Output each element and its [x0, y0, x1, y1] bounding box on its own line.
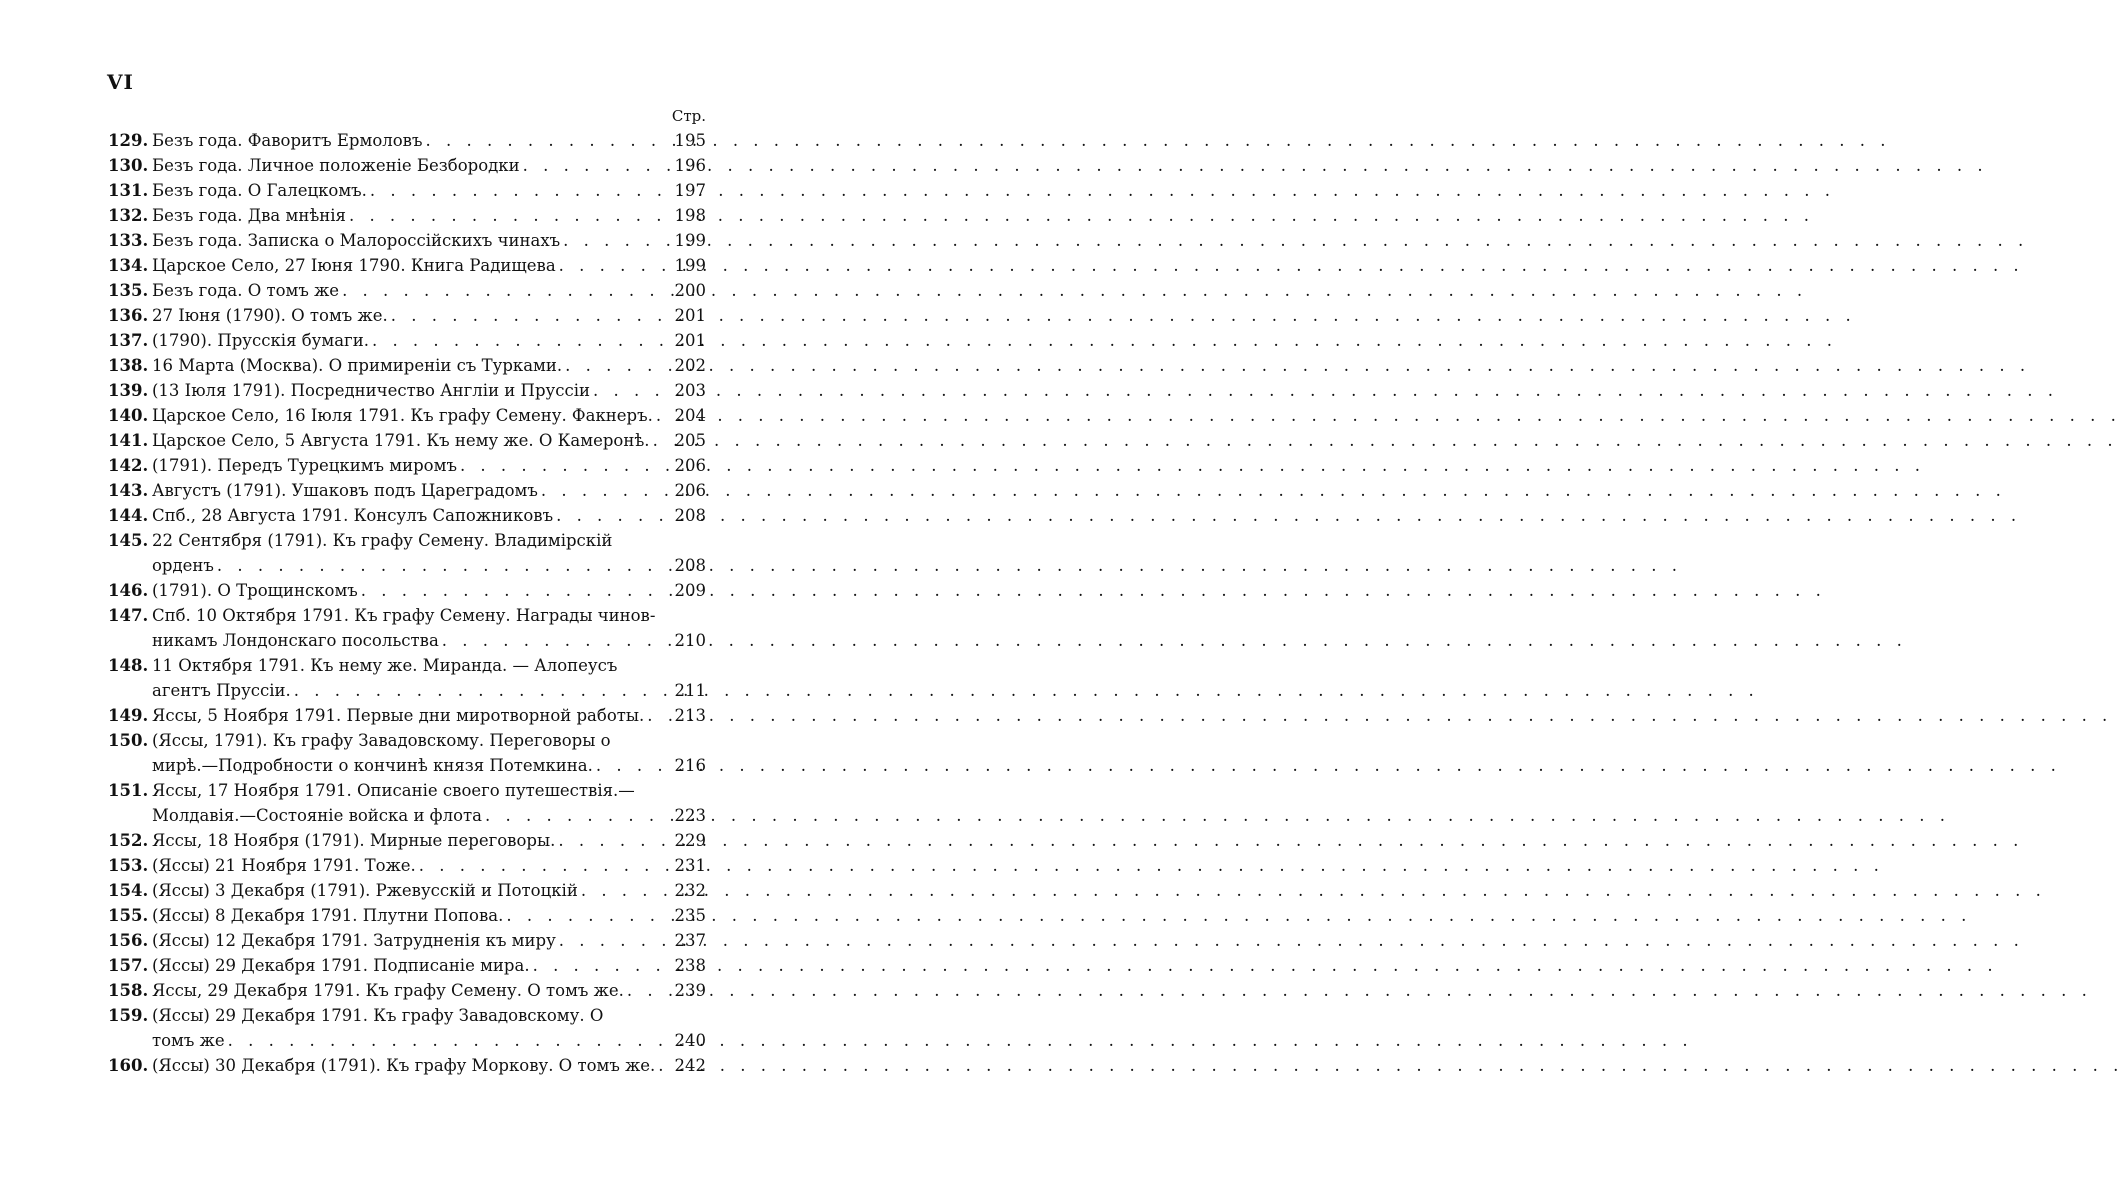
dot-leader: [556, 928, 675, 953]
entry-title: Спб., 28 Августа 1791. Консулъ Сапожниковъ: [152, 506, 554, 525]
entry-number: 129.: [108, 131, 149, 150]
toc-entry: [108, 1003, 706, 1053]
entry-number: 148.: [108, 656, 149, 675]
entry-line: [152, 953, 706, 978]
dot-leader: [553, 503, 674, 528]
entry-number: 139.: [108, 381, 149, 400]
entry-title: никамъ Лондонскаго посольства: [152, 631, 439, 650]
entry-body: [152, 378, 706, 403]
dot-leader: [367, 178, 675, 203]
entry-page-number: 211: [674, 681, 706, 700]
entry-line: [152, 678, 706, 703]
entry-title: (1791). Передъ Турецкимъ миромъ: [152, 456, 457, 475]
entry-line: [152, 178, 706, 203]
entry-line: [152, 628, 706, 653]
entry-body: [152, 353, 706, 378]
entry-body: [152, 928, 706, 953]
entry-line: [152, 653, 706, 678]
toc-entry: [108, 853, 706, 878]
entry-line: [152, 753, 706, 778]
dot-leader: [644, 703, 674, 728]
entry-body: [152, 978, 706, 1003]
toc-entry: [108, 178, 706, 203]
entry-line: [152, 153, 706, 178]
entry-body: [152, 853, 706, 878]
dot-leader: [388, 303, 675, 328]
entry-page-number: 198: [674, 206, 706, 225]
entry-title: (Яссы, 1791). Къ графу Завадовскому. Переговоры о: [152, 731, 611, 750]
entry-page-number: 199: [674, 231, 706, 250]
entry-line: [152, 253, 706, 278]
entry-title: 22 Сентября (1791). Къ графу Семену. Владимірскій: [152, 531, 613, 550]
dot-leader: [562, 353, 674, 378]
entry-title: (Яссы) 3 Декабря (1791). Ржевусскій и Потоцкій: [152, 881, 578, 900]
entry-title: томъ же: [152, 1031, 225, 1050]
toc-entry: [108, 928, 706, 953]
entry-page-number: 206: [674, 481, 706, 500]
entry-number: 156.: [108, 931, 149, 950]
entry-title: (Яссы) 29 Декабря 1791. Подписаніе мира.: [152, 956, 530, 975]
entry-page-number: 203: [674, 381, 706, 400]
entry-body: [152, 203, 706, 228]
entry-line: [152, 553, 706, 578]
entry-title: орденъ: [152, 556, 214, 575]
entry-number: 158.: [108, 981, 149, 1000]
entry-title: Безъ года. О томъ же: [152, 281, 340, 300]
entry-body: [152, 403, 706, 428]
dot-leader: [520, 153, 675, 178]
entry-body: [152, 528, 706, 578]
toc-entry: [108, 403, 706, 428]
toc-entry: [108, 653, 706, 703]
toc-entry: [108, 778, 706, 828]
entry-body: [152, 703, 706, 728]
entry-title: (Яссы) 8 Декабря 1791. Плутни Попова.: [152, 906, 504, 925]
entry-page-number: 197: [674, 181, 706, 200]
entry-body: [152, 578, 706, 603]
dot-leader: [291, 678, 675, 703]
entry-line: [152, 603, 706, 628]
entry-body: [152, 878, 706, 903]
dot-leader: [503, 903, 674, 928]
entry-body: [152, 1003, 706, 1053]
entry-title: (13 Іюля 1791). Посредничество Англіи и Пруссіи: [152, 381, 590, 400]
entry-number: 152.: [108, 831, 149, 850]
entry-line: [152, 203, 706, 228]
entry-body: [152, 778, 706, 828]
entry-title: Безъ года. Записка о Малороссійскихъ чинахъ: [152, 231, 561, 250]
entry-line: [152, 353, 706, 378]
entry-page-number: 232: [674, 881, 706, 900]
entry-page-number: 201: [674, 331, 706, 350]
toc-entry: [108, 153, 706, 178]
entry-line: [152, 278, 706, 303]
entry-title: 27 Іюня (1790). О томъ же.: [152, 306, 388, 325]
dot-leader: [560, 228, 674, 253]
entry-line: [152, 328, 706, 353]
dot-leader: [358, 578, 675, 603]
entry-title: (Яссы) 29 Декабря 1791. Къ графу Завадовскому. О: [152, 1006, 604, 1025]
toc-entry: [108, 578, 706, 603]
entry-number: 138.: [108, 356, 149, 375]
entry-number: 135.: [108, 281, 149, 300]
entry-body: [152, 828, 706, 853]
entry-body: [152, 603, 706, 653]
entry-number: 147.: [108, 606, 149, 625]
entry-number: 140.: [108, 406, 149, 425]
entry-number: 151.: [108, 781, 149, 800]
entry-number: 133.: [108, 231, 149, 250]
entry-line: [152, 803, 706, 828]
entry-page-number: 208: [674, 506, 706, 525]
entry-page-number: 237: [674, 931, 706, 950]
entry-title: Безъ года. О Галецкомъ.: [152, 181, 367, 200]
entry-page-number: 229: [674, 831, 706, 850]
toc-entry: [108, 503, 706, 528]
entry-number: 136.: [108, 306, 149, 325]
entry-page-number: 209: [674, 581, 706, 600]
entry-body: [152, 153, 706, 178]
entry-line: [152, 303, 706, 328]
entry-page-number: 213: [674, 706, 706, 725]
entry-body: [152, 328, 706, 353]
dot-leader: [339, 278, 674, 303]
entry-line: [152, 1003, 706, 1028]
entry-line: [152, 1028, 706, 1053]
toc-entry: [108, 228, 706, 253]
entry-title: (1790). Прусскія бумаги.: [152, 331, 369, 350]
entry-line: [152, 503, 706, 528]
dot-leader: [482, 803, 675, 828]
entry-page-number: 206: [674, 456, 706, 475]
toc-entry: [108, 528, 706, 578]
entry-line: [152, 453, 706, 478]
toc-entry: [108, 303, 706, 328]
entry-body: [152, 503, 706, 528]
entry-line: [152, 728, 706, 753]
entry-body: [152, 953, 706, 978]
page-column-header: Стр.: [671, 107, 706, 125]
entry-title: 11 Октября 1791. Къ нему же. Миранда. — Алопеусъ: [152, 656, 618, 675]
entry-title: (Яссы) 12 Декабря 1791. Затрудненія къ миру: [152, 931, 556, 950]
entry-number: 141.: [108, 431, 149, 450]
dot-leader: [555, 828, 674, 853]
entry-body: [152, 228, 706, 253]
entry-title: (1791). О Трощинскомъ: [152, 581, 358, 600]
entry-line: [152, 403, 706, 428]
toc-entry: [108, 1053, 706, 1078]
toc-entry: [108, 728, 706, 778]
entry-line: [152, 128, 706, 153]
dot-leader: [593, 753, 675, 778]
dot-leader: [578, 878, 675, 903]
entry-title: Безъ года. Фаворитъ Ермоловъ: [152, 131, 423, 150]
toc-entry: [108, 603, 706, 653]
dot-leader: [556, 253, 675, 278]
dot-leader: [369, 328, 675, 353]
entry-line: [152, 928, 706, 953]
entry-line: [152, 903, 706, 928]
entry-body: [152, 428, 706, 453]
dot-leader: [624, 978, 675, 1003]
dot-leader: [650, 428, 675, 453]
entry-title: (Яссы) 21 Ноября 1791. Тоже.: [152, 856, 416, 875]
entry-body: [152, 303, 706, 328]
toc-entry: [108, 478, 706, 503]
toc-entry: [108, 878, 706, 903]
entry-page-number: 223: [674, 806, 706, 825]
toc-entry: [108, 278, 706, 303]
dot-leader: [439, 628, 675, 653]
dot-leader: [653, 403, 675, 428]
toc-entry: [108, 128, 706, 153]
entry-number: 142.: [108, 456, 149, 475]
entry-title: Спб. 10 Октября 1791. Къ графу Семену. Награды чинов-: [152, 606, 656, 625]
entry-title: Безъ года. Личное положеніе Безбородки: [152, 156, 520, 175]
toc-entry: [108, 978, 706, 1003]
entry-line: [152, 878, 706, 903]
dot-leader: [538, 478, 675, 503]
entry-line: [152, 978, 706, 1003]
dot-leader: [590, 378, 675, 403]
entry-page-number: 240: [674, 1031, 706, 1050]
entry-title: Безъ года. Два мнѣнія: [152, 206, 346, 225]
entry-line: [152, 228, 706, 253]
entry-page-number: 196: [674, 156, 706, 175]
entry-page-number: 231: [674, 856, 706, 875]
entry-number: 134.: [108, 256, 149, 275]
entry-number: 137.: [108, 331, 149, 350]
entry-page-number: 208: [674, 556, 706, 575]
entry-title: агентъ Пруссіи.: [152, 681, 291, 700]
dot-leader: [346, 203, 675, 228]
entry-line: [152, 778, 706, 803]
entry-page-number: 242: [674, 1056, 706, 1075]
entry-body: [152, 653, 706, 703]
entry-line: [152, 828, 706, 853]
toc-entry: [108, 903, 706, 928]
entry-body: [152, 728, 706, 778]
entry-line: [152, 578, 706, 603]
entry-body: [152, 1053, 706, 1078]
entry-page-number: 195: [674, 131, 706, 150]
entry-number: 160.: [108, 1056, 149, 1075]
entry-body: [152, 453, 706, 478]
toc-entry: [108, 378, 706, 403]
entry-title: Августъ (1791). Ушаковъ подъ Цареградомъ: [152, 481, 538, 500]
entry-page-number: 201: [674, 306, 706, 325]
entry-title: Яссы, 18 Ноября (1791). Мирные переговоры.: [152, 831, 556, 850]
entry-number: 153.: [108, 856, 149, 875]
entry-title: Царское Село, 27 Іюня 1790. Книга Радищева: [152, 256, 556, 275]
entry-number: 131.: [108, 181, 149, 200]
dot-leader: [422, 128, 674, 153]
entry-number: 130.: [108, 156, 149, 175]
entry-line: [152, 1053, 706, 1078]
entry-title: мирѣ.—Подробности о кончинѣ князя Потемкина.: [152, 756, 593, 775]
entry-number: 159.: [108, 1006, 149, 1025]
entry-number: 132.: [108, 206, 149, 225]
entry-title: Яссы, 29 Декабря 1791. Къ графу Семену. О томъ же.: [152, 981, 624, 1000]
entry-page-number: 200: [674, 281, 706, 300]
entry-line: [152, 853, 706, 878]
toc-entry: [108, 328, 706, 353]
entry-number: 155.: [108, 906, 149, 925]
entry-page-number: 216: [674, 756, 706, 775]
entry-page-number: 238: [674, 956, 706, 975]
entry-line: [152, 478, 706, 503]
toc-entry: [108, 828, 706, 853]
entry-line: [152, 378, 706, 403]
entry-number: 146.: [108, 581, 149, 600]
entry-body: [152, 253, 706, 278]
entry-number: 149.: [108, 706, 149, 725]
entry-body: [152, 478, 706, 503]
entry-line: [152, 528, 706, 553]
entry-number: 144.: [108, 506, 149, 525]
entry-page-number: 204: [674, 406, 706, 425]
entry-title: Молдавія.—Состояніе войска и флота: [152, 806, 482, 825]
entry-number: 145.: [108, 531, 149, 550]
entry-page-number: 202: [674, 356, 706, 375]
entry-page-number: 239: [674, 981, 706, 1000]
entry-number: 150.: [108, 731, 149, 750]
entry-title: Царское Село, 16 Іюля 1791. Къ графу Семену. Факнеръ.: [152, 406, 653, 425]
dot-leader: [416, 853, 675, 878]
entry-title: 16 Марта (Москва). О примиреніи съ Турками.: [152, 356, 563, 375]
dot-leader: [655, 1053, 674, 1078]
toc-entry: [108, 703, 706, 728]
entry-title: Царское Село, 5 Августа 1791. Къ нему же. О Камеронѣ.: [152, 431, 650, 450]
entry-page-number: 199: [674, 256, 706, 275]
toc-entry: [108, 253, 706, 278]
entry-line: [152, 428, 706, 453]
toc-entry: [108, 453, 706, 478]
entry-body: [152, 278, 706, 303]
entry-title: Яссы, 17 Ноября 1791. Описаніе своего путешествія.—: [152, 781, 635, 800]
entry-page-number: 210: [674, 631, 706, 650]
entry-page-number: 235: [674, 906, 706, 925]
page-number: VI: [107, 70, 134, 94]
entry-number: 143.: [108, 481, 149, 500]
entry-body: [152, 903, 706, 928]
toc-entry: [108, 953, 706, 978]
entry-number: 157.: [108, 956, 149, 975]
dot-leader: [225, 1028, 675, 1053]
toc-entry: [108, 428, 706, 453]
toc-entry: [108, 353, 706, 378]
entry-line: [152, 703, 706, 728]
dot-leader: [457, 453, 675, 478]
entry-title: Яссы, 5 Ноября 1791. Первые дни миротворной работы.: [152, 706, 645, 725]
entry-page-number: 205: [674, 431, 706, 450]
entry-number: 154.: [108, 881, 149, 900]
dot-leader: [214, 553, 675, 578]
entry-body: [152, 128, 706, 153]
toc-entry: [108, 203, 706, 228]
entry-body: [152, 178, 706, 203]
entry-title: (Яссы) 30 Декабря (1791). Къ графу Моркову. О томъ же.: [152, 1056, 656, 1075]
table-of-contents: [108, 128, 706, 1078]
dot-leader: [530, 953, 675, 978]
